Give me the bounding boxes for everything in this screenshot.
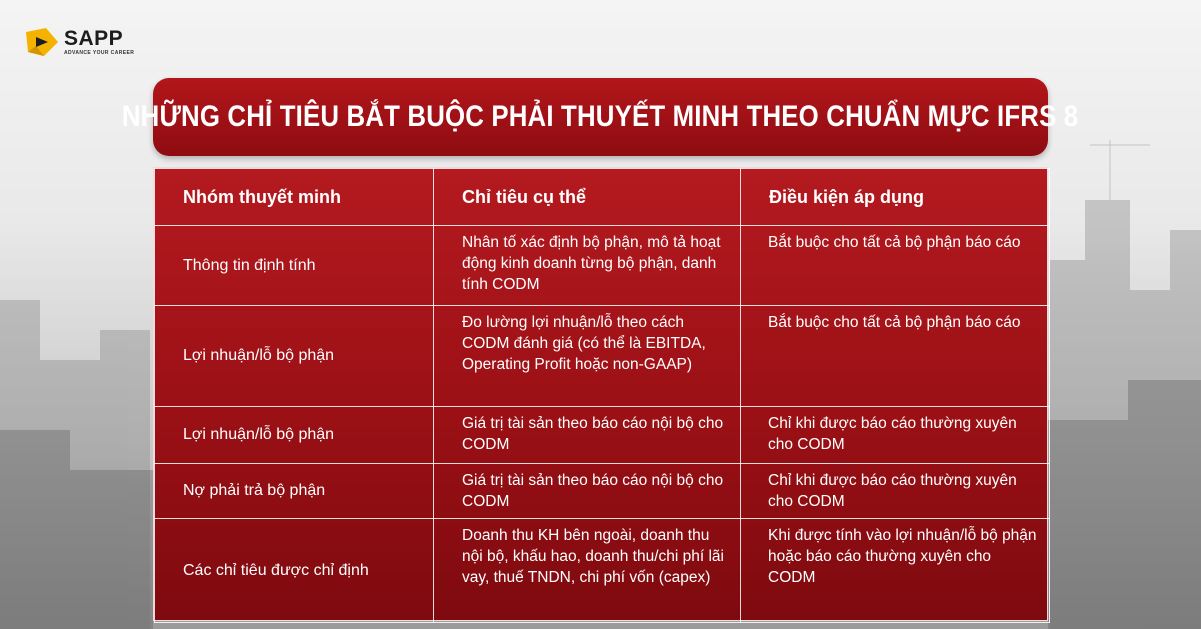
header-condition: Điều kiện áp dụng	[741, 169, 1050, 226]
row-detail: Giá trị tài sản theo báo cáo nội bộ cho CODM	[434, 407, 741, 464]
row-detail: Đo lường lợi nhuận/lỗ theo cách CODM đánh giá (có thể là EBITDA, Operating Profit hoặc non-GAAP)	[434, 306, 741, 407]
table-row	[155, 464, 1050, 519]
row-group: Lợi nhuận/lỗ bộ phận	[155, 407, 434, 464]
table-row	[155, 226, 1050, 306]
table-row	[155, 407, 1050, 464]
row-group: Nợ phải trả bộ phận	[155, 464, 434, 519]
table-row	[155, 519, 1050, 623]
row-condition: Chỉ khi được báo cáo thường xuyên cho CODM	[741, 407, 1050, 464]
brand-name: SAPP	[64, 27, 124, 50]
brand-tagline: ADVANCE YOUR CAREER	[64, 50, 135, 56]
row-group: Các chỉ tiêu được chỉ định	[155, 519, 434, 623]
title-banner	[122, 78, 1079, 156]
row-detail: Giá trị tài sản theo báo cáo nội bộ cho CODM	[434, 464, 741, 519]
disclosure-table	[153, 167, 1048, 621]
row-condition: Chỉ khi được báo cáo thường xuyên cho CODM	[741, 464, 1050, 519]
row-detail: Doanh thu KH bên ngoài, doanh thu nội bộ, khấu hao, doanh thu/chi phí lãi vay, thuế TNDN, chi phí vốn (capex)	[434, 519, 741, 623]
sapp-logo-icon	[24, 26, 60, 58]
row-group: Lợi nhuận/lỗ bộ phận	[155, 306, 434, 407]
row-condition: Bắt buộc cho tất cả bộ phận báo cáo	[741, 226, 1050, 306]
row-condition: Bắt buộc cho tất cả bộ phận báo cáo	[741, 306, 1050, 407]
row-group: Thông tin định tính	[155, 226, 434, 306]
page-title: NHỮNG CHỈ TIÊU BẮT BUỘC PHẢI THUYẾT MINH THEO CHUẨN MỰC IFRS 8	[122, 100, 1079, 133]
row-condition: Khi được tính vào lợi nhuận/lỗ bộ phận hoặc báo cáo thường xuyên cho CODM	[741, 519, 1050, 623]
header-group: Nhóm thuyết minh	[155, 169, 434, 226]
sapp-logo	[24, 26, 134, 58]
header-detail: Chỉ tiêu cụ thể	[434, 169, 741, 226]
table-row	[155, 306, 1050, 407]
row-detail: Nhân tố xác định bộ phận, mô tả hoạt động kinh doanh từng bộ phận, danh tính CODM	[434, 226, 741, 306]
